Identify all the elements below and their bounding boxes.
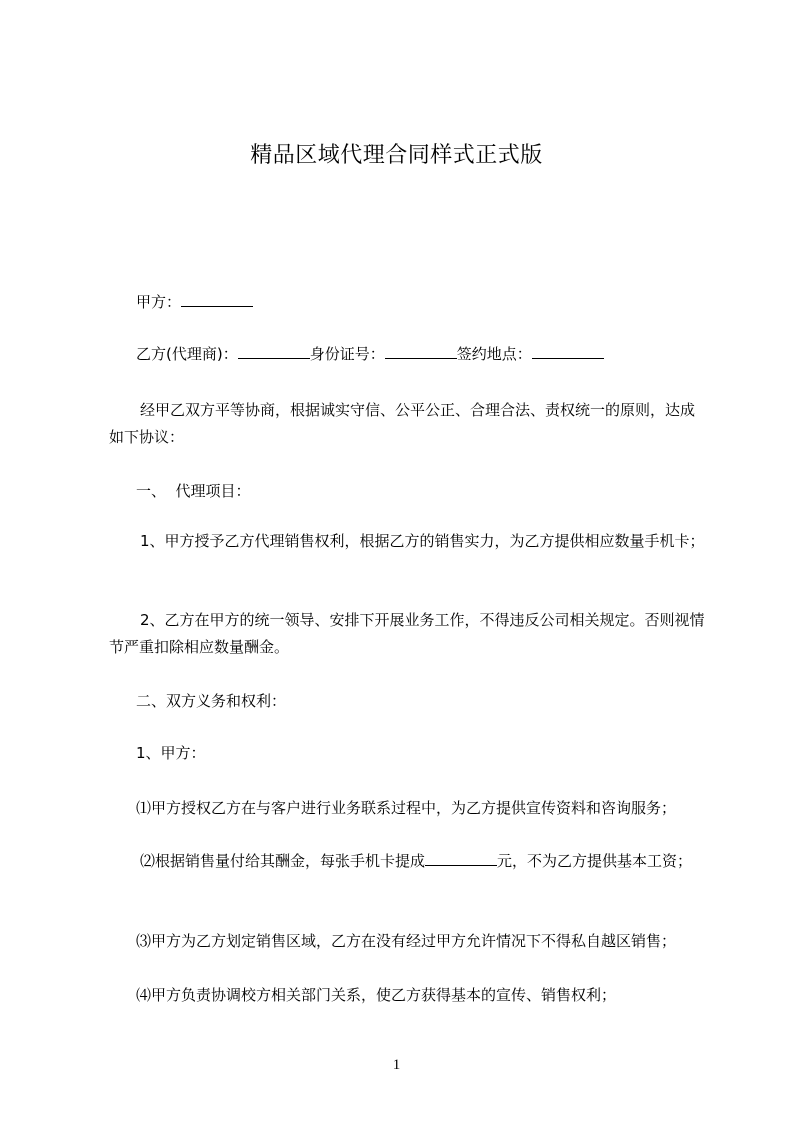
clause-3: ⑶甲方为乙方划定销售区域，乙方在没有经过甲方允许情况下不得私自越区销售； [136, 932, 677, 950]
party-b-label: 乙方(代理商)： [136, 345, 238, 363]
id-blank [385, 344, 457, 359]
document-title: 精品区域代理合同样式正式版 [250, 143, 543, 168]
party-b-blank [238, 344, 310, 359]
sign-place-label: 签约地点： [456, 345, 532, 363]
section-1-item-2: 2、乙方在甲方的统一领导、安排下开展业务工作，不得违反公司相关规定。否则视情节严重扣除相应数量酬金。 [109, 611, 705, 656]
intro-paragraph: 经甲乙双方平等协商，根据诚实守信、公平公正、合理合法、责权统一的原则，达成如下协议： [109, 401, 696, 446]
party-b-line [136, 341, 696, 368]
clause-2-text-before: ⑵根据销售量付给其酬金，每张手机卡提成 [140, 852, 426, 870]
section-2-sub-1: 1、甲方： [136, 744, 206, 762]
sign-place-blank [532, 344, 604, 359]
section-2-heading: 二、双方义务和权利： [136, 692, 287, 710]
party-a-blank [181, 292, 253, 307]
section-1-item-1: 1、甲方授予乙方代理销售权利，根据乙方的销售实力，为乙方提供相应数量手机卡； [140, 532, 705, 550]
clause-2 [109, 848, 709, 875]
party-a-line [136, 289, 736, 316]
clause-2-text-after: 元，不为乙方提供基本工资； [497, 852, 693, 870]
commission-blank [425, 851, 497, 866]
id-label: 身份证号： [309, 345, 385, 363]
party-a-label: 甲方： [136, 293, 182, 311]
section-1-heading: 一、 代理项目： [136, 482, 251, 500]
page-number: 1 [392, 1057, 401, 1073]
clause-1: ⑴甲方授权乙方在与客户进行业务联系过程中，为乙方提供宣传资料和咨询服务； [136, 799, 677, 817]
clause-4: ⑷甲方负责协调校方相关部门关系，使乙方获得基本的宣传、销售权利； [136, 986, 617, 1004]
